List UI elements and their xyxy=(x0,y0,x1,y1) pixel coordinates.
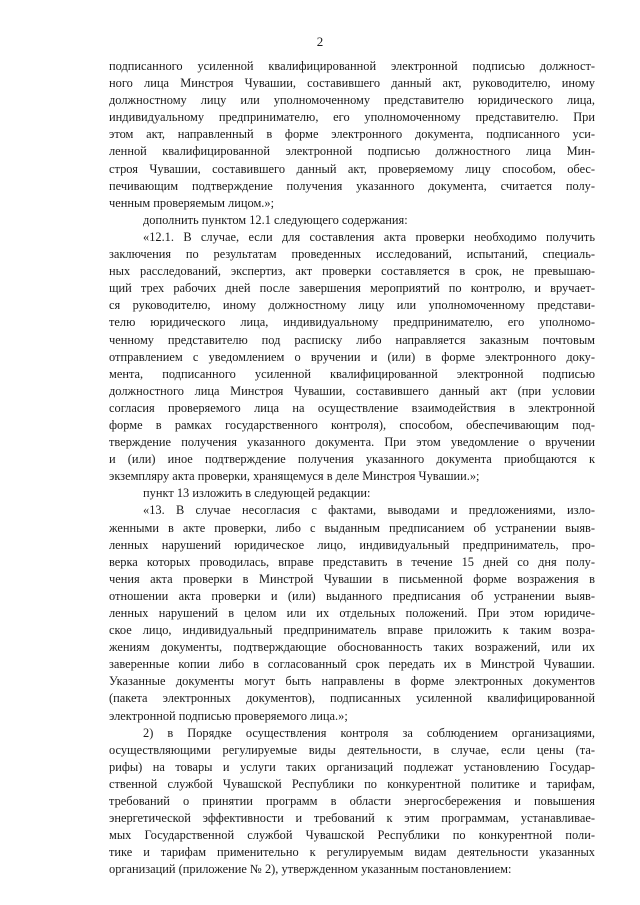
text-line: электронной подписью проверяемого лица.»; xyxy=(109,708,348,723)
text-line: ных расследований, экспертиз, акт проверки составляется в срок, не превышаю- xyxy=(109,264,595,279)
text-line: этом акт, направленный в форме электронного документа, подписанного уси- xyxy=(109,127,595,142)
text-line: телю юридического лица, индивидуальному предпринимателю, его уполномо- xyxy=(109,315,595,330)
text-line: отношении акта проверки и (или) выданного предписания об устранении выяв- xyxy=(109,588,595,603)
text-line: (пакета электронных документов), подписанных усиленной квалифицированной xyxy=(109,691,595,706)
text-line: ченному представителю под расписку либо направляется заказным почтовым xyxy=(109,332,595,347)
text-line: верка которых проводилась, вправе представить в течение 15 дней со дня полу- xyxy=(109,554,595,569)
text-line: 2) в Порядке осуществления контроля за соблюдением организациями, xyxy=(143,725,595,740)
text-line: индивидуальному предпринимателю, его уполномоченному представителю. При xyxy=(109,110,595,125)
text-line: «13. В случае несогласия с фактами, выводами и предложениями, изло- xyxy=(143,503,595,518)
text-line: «12.1. В случае, если для составления акта проверки необходимо получить xyxy=(143,229,595,244)
text-line: должностному лицу или уполномоченному представителю юридического лица, xyxy=(109,93,595,108)
text-line: экземпляру акта проверки, хранящемуся в деле Минстроя Чувашии.»; xyxy=(109,469,480,484)
text-line: пункт 13 изложить в следующей редакции: xyxy=(143,486,371,501)
text-line: организаций (приложение № 2), утвержденном указанным постановлением: xyxy=(109,862,512,877)
text-line: мых Государственной службой Чувашской Республики по конкурентной поли- xyxy=(109,828,595,843)
text-line: строя Чувашии, составившего данный акт, проверяемому лицу способом, обес- xyxy=(109,161,595,176)
text-line: ся руководителю, иному должностному лицу или уполномоченному представи- xyxy=(109,298,595,313)
text-line: заверенные копии либо в согласованный срок передать их в Минстрой Чувашии. xyxy=(109,657,595,672)
text-line: дополнить пунктом 12.1 следующего содержания: xyxy=(143,212,408,227)
text-line: подписанного усиленной квалифицированной электронной подписью должност- xyxy=(109,59,595,73)
text-line: и (или) иное подтверждение получения указанного документа приобщаются к xyxy=(109,452,595,467)
text-line: чения акта проверки в Минстрой Чувашии в письменной форме возражения в xyxy=(109,571,595,586)
page-number: 2 xyxy=(316,34,324,49)
text-line: форме в рамках государственного контроля), способом, обеспечивающим под- xyxy=(109,417,595,432)
text-line: ственной службой Чувашской Республики по конкурентной политике и тарифам, xyxy=(109,776,595,791)
text-line: ленной квалифицированной электронной подписью должностного лица Мин- xyxy=(109,144,595,159)
text-line: ченным проверяемым лицом.»; xyxy=(109,195,275,210)
text-line: отправлением с уведомлением о вручении и (или) в форме электронного доку- xyxy=(109,349,595,364)
text-line: должностного лица Минстроя Чувашии, составившего данный акт (при условии xyxy=(109,383,595,398)
text-line: рифы) на товары и услуги таких организаций подлежат установлению Государ- xyxy=(109,759,595,774)
text-line: щий трех рабочих дней после завершения мероприятий по контролю, и вручает- xyxy=(109,281,595,296)
text-line: Указанные документы могут быть направлены в форме электронных документов xyxy=(109,674,595,689)
text-line: заключения по результатам проведенных исследований, испытаний, специаль- xyxy=(109,247,595,262)
text-line: ленных нарушений в целом или их отдельных положений. При этом юридиче- xyxy=(109,606,595,620)
text-line: тверждение получения указанного документа. При этом уведомление о вручении xyxy=(109,435,595,450)
text-line: ское лицо, индивидуальный предприниматель вправе приложить к таким возра- xyxy=(109,623,595,638)
text-line: энергетической эффективности и требований к этим программам, устанавливае- xyxy=(109,811,595,826)
text-line: печивающим подтверждение получения указанного документа, считается полу- xyxy=(109,178,595,193)
text-line: женными в акте проверки, либо с выданным предписанием об устранении выяв- xyxy=(109,520,595,535)
text-line: требований о принятии программ в области энергосбережения и повышения xyxy=(109,794,595,809)
text-line: жениям документы, подтверждающие обоснованность таких возражений, или их xyxy=(109,640,595,655)
text-line: осуществляющими регулируемые виды деятельности, в случае, если цены (та- xyxy=(109,742,595,757)
document-body xyxy=(109,58,595,879)
text-line: ленных нарушений юридическое лицо, индивидуальный предприниматель, про- xyxy=(109,537,595,552)
text-line: ного лица Минстроя Чувашии, составившего данный акт, руководителю, иному xyxy=(109,76,595,91)
text-line: согласия проверяемого лица на осуществление взаимодействия в электронной xyxy=(109,400,595,415)
text-line: мента, подписанного усиленной квалифицированной электронной подписью xyxy=(109,366,595,381)
text-line: тике и тарифам применительно к регулируемым видам деятельности указанных xyxy=(109,845,595,860)
